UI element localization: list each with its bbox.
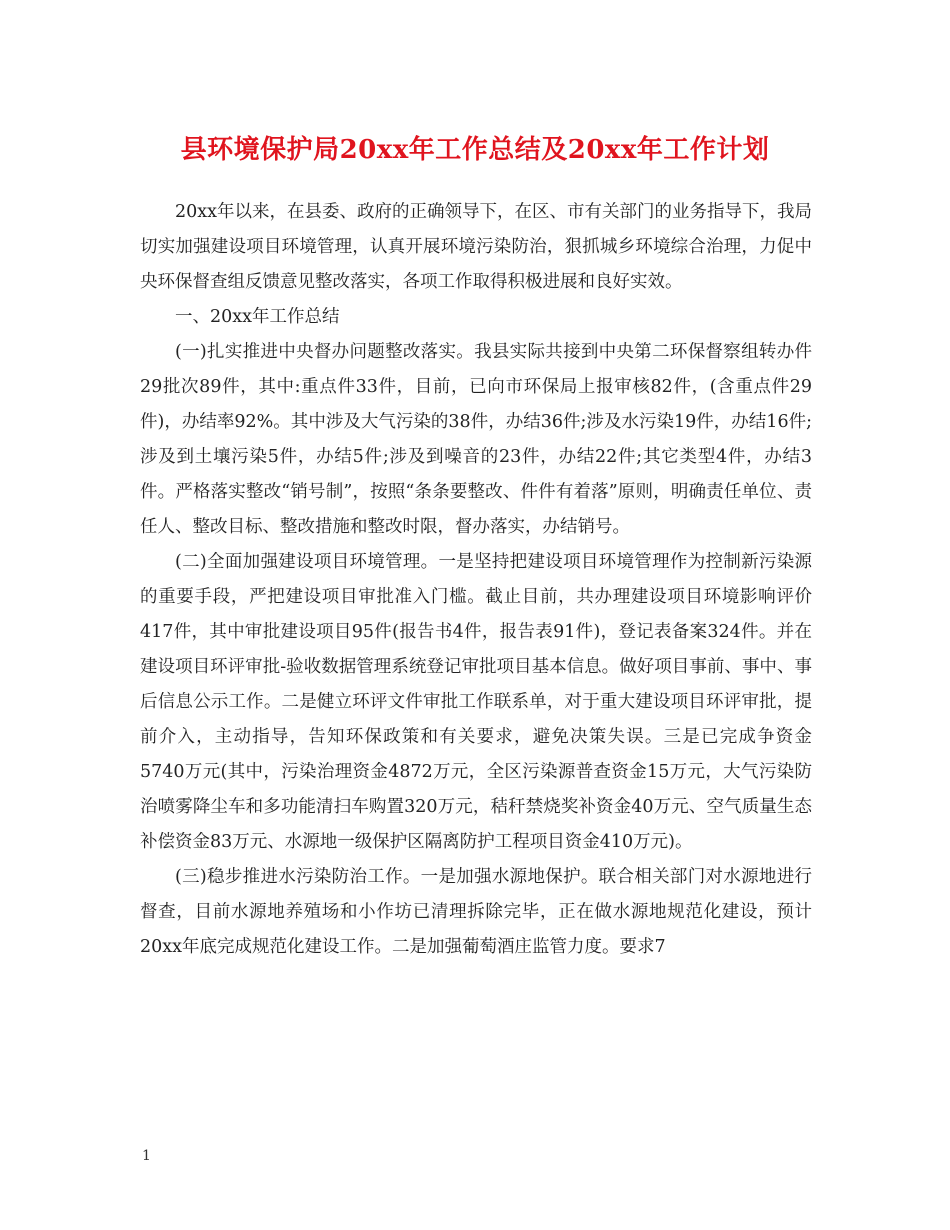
paragraph-item-1: (一)扎实推进中央督办问题整改落实。我县实际共接到中央第二环保督察组转办件29批次89件，其中:重点件33件，目前，已向市环保局上报审核82件，(含重点件29件)，办结率92%。其中涉及大气污染的38件，办结36件;涉及水污染19件，办结16件;涉及到土壤污染5件，办结5件;涉及到噪音的23件，办结22件;其它类型4件，办结3件。严格落实整改“销号制”，按照“条条要整改、件件有着落”原则，明确责任单位、责任人、整改目标、整改措施和整改时限，督办落实，办结销号。	[140, 342, 812, 537]
page-number: 1	[142, 1148, 151, 1164]
paragraph-item-3: (三)稳步推进水污染防治工作。一是加强水源地保护。联合相关部门对水源地进行督查，目前水源地养殖场和小作坊已清理拆除完毕，正在做水源地规范化建设，预计20xx年底完成规范化建设工作。二是加强葡萄酒庄监管力度。要求7	[140, 867, 812, 957]
document-body	[140, 195, 812, 965]
paragraph-item-2: (二)全面加强建设项目环境管理。一是坚持把建设项目环境管理作为控制新污染源的重要手段，严把建设项目审批准入门槛。截止目前，共办理建设项目环境影响评价417件，其中审批建设项目95件(报告书4件，报告表91件)，登记表备案324件。并在建设项目环评审批-验收数据管理系统登记审批项目基本信息。做好项目事前、事中、事后信息公示工作。二是健立环评文件审批工作联系单，对于重大建设项目环评审批，提前介入，主动指导，告知环保政策和有关要求，避免决策失误。三是已完成争资金5740万元(其中，污染治理资金4872万元，全区污染源普查资金15万元，大气污染防治喷雾降尘车和多功能清扫车购置320万元，秸秆禁烧奖补资金40万元、空气质量生态补偿资金83万元、水源地一级保护区隔离防护工程项目资金410万元)。	[140, 552, 812, 852]
document-title: 县环境保护局20xx年工作总结及20xx年工作计划	[180, 135, 770, 165]
paragraph-intro: 20xx年以来，在县委、政府的正确领导下，在区、市有关部门的业务指导下，我局切实加强建设项目环境管理，认真开展环境污染防治，狠抓城乡环境综合治理，力促中央环保督查组反馈意见整改落实，各项工作取得积极进展和良好实效。	[140, 202, 813, 292]
section-heading: 一、20xx年工作总结	[175, 307, 340, 327]
